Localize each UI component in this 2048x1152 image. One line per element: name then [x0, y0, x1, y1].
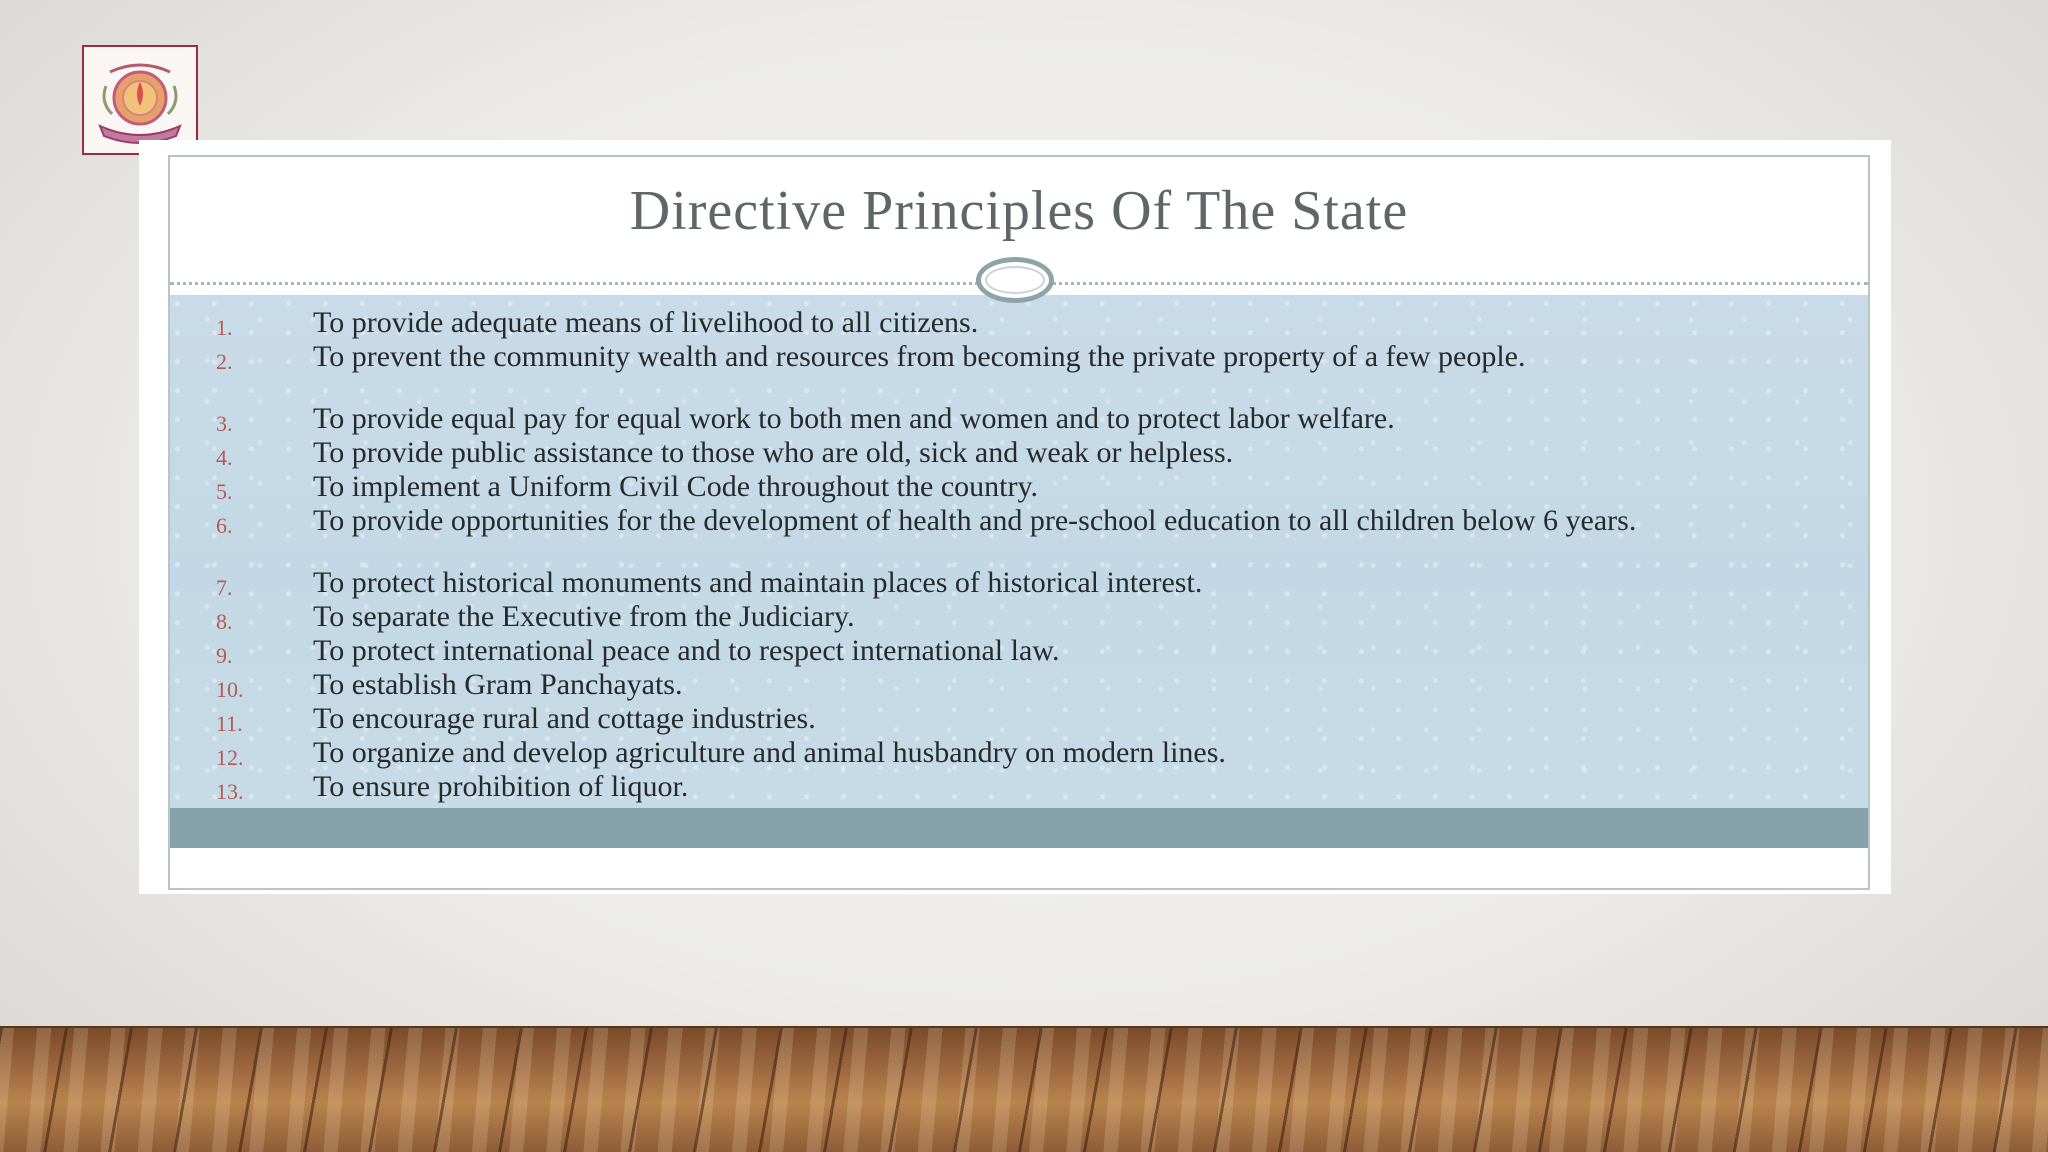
item-number: 2. — [216, 349, 233, 374]
emblem-graphic — [90, 52, 190, 148]
wooden-floor-background — [0, 1028, 2048, 1152]
slide-body — [170, 295, 1868, 848]
slide-panel — [168, 155, 1870, 890]
item-text: To ensure prohibition of liquor. — [313, 770, 689, 803]
item-text: To prevent the community wealth and resources from becoming the private property of a few people. — [313, 340, 1526, 373]
list-item — [170, 600, 1868, 637]
item-number: 4. — [216, 445, 233, 470]
item-text: To protect historical monuments and maintain places of historical interest. — [313, 566, 1203, 599]
principles-list — [170, 306, 1868, 841]
item-text: To establish Gram Panchayats. — [313, 668, 683, 701]
list-item — [170, 634, 1868, 671]
item-number: 3. — [216, 411, 233, 436]
item-number: 5. — [216, 479, 233, 504]
item-number: 9. — [216, 643, 233, 668]
item-number: 8. — [216, 609, 233, 634]
ring-inner — [985, 266, 1045, 294]
slide-footer-bar — [170, 808, 1868, 848]
list-item — [170, 340, 1868, 405]
list-item — [170, 436, 1868, 473]
item-number: 12. — [216, 745, 244, 770]
item-number: 10. — [216, 677, 244, 702]
item-number: 6. — [216, 513, 233, 538]
list-item — [170, 770, 1868, 807]
item-number: 13. — [216, 779, 244, 804]
item-number: 1. — [216, 315, 233, 340]
item-text: To provide equal pay for equal work to both men and women and to protect labor welfare. — [313, 402, 1395, 435]
list-item — [170, 402, 1868, 439]
list-item — [170, 736, 1868, 773]
item-text: To protect international peace and to respect international law. — [313, 634, 1060, 667]
item-text: To provide adequate means of livelihood to all citizens. — [313, 306, 979, 339]
item-text: To organize and develop agriculture and animal husbandry on modern lines. — [313, 736, 1226, 769]
item-text: To provide opportunities for the development of health and pre-school education to all children below 6 years. — [313, 504, 1637, 537]
list-item — [170, 306, 1868, 343]
item-text: To implement a Uniform Civil Code throughout the country. — [313, 470, 1039, 503]
institution-emblem-icon — [82, 45, 198, 155]
list-item — [170, 668, 1868, 705]
item-text: To separate the Executive from the Judiciary. — [313, 600, 855, 633]
ring-ornament-icon — [976, 257, 1054, 303]
item-number: 11. — [216, 711, 243, 736]
slide-title: Directive Principles Of The State — [629, 180, 1409, 242]
list-item — [170, 566, 1868, 603]
list-item — [170, 504, 1868, 569]
item-number: 7. — [216, 575, 233, 600]
item-text: To encourage rural and cottage industries. — [313, 702, 816, 735]
item-text: To provide public assistance to those who are old, sick and weak or helpless. — [313, 436, 1234, 469]
list-item — [170, 702, 1868, 739]
list-item — [170, 470, 1868, 507]
